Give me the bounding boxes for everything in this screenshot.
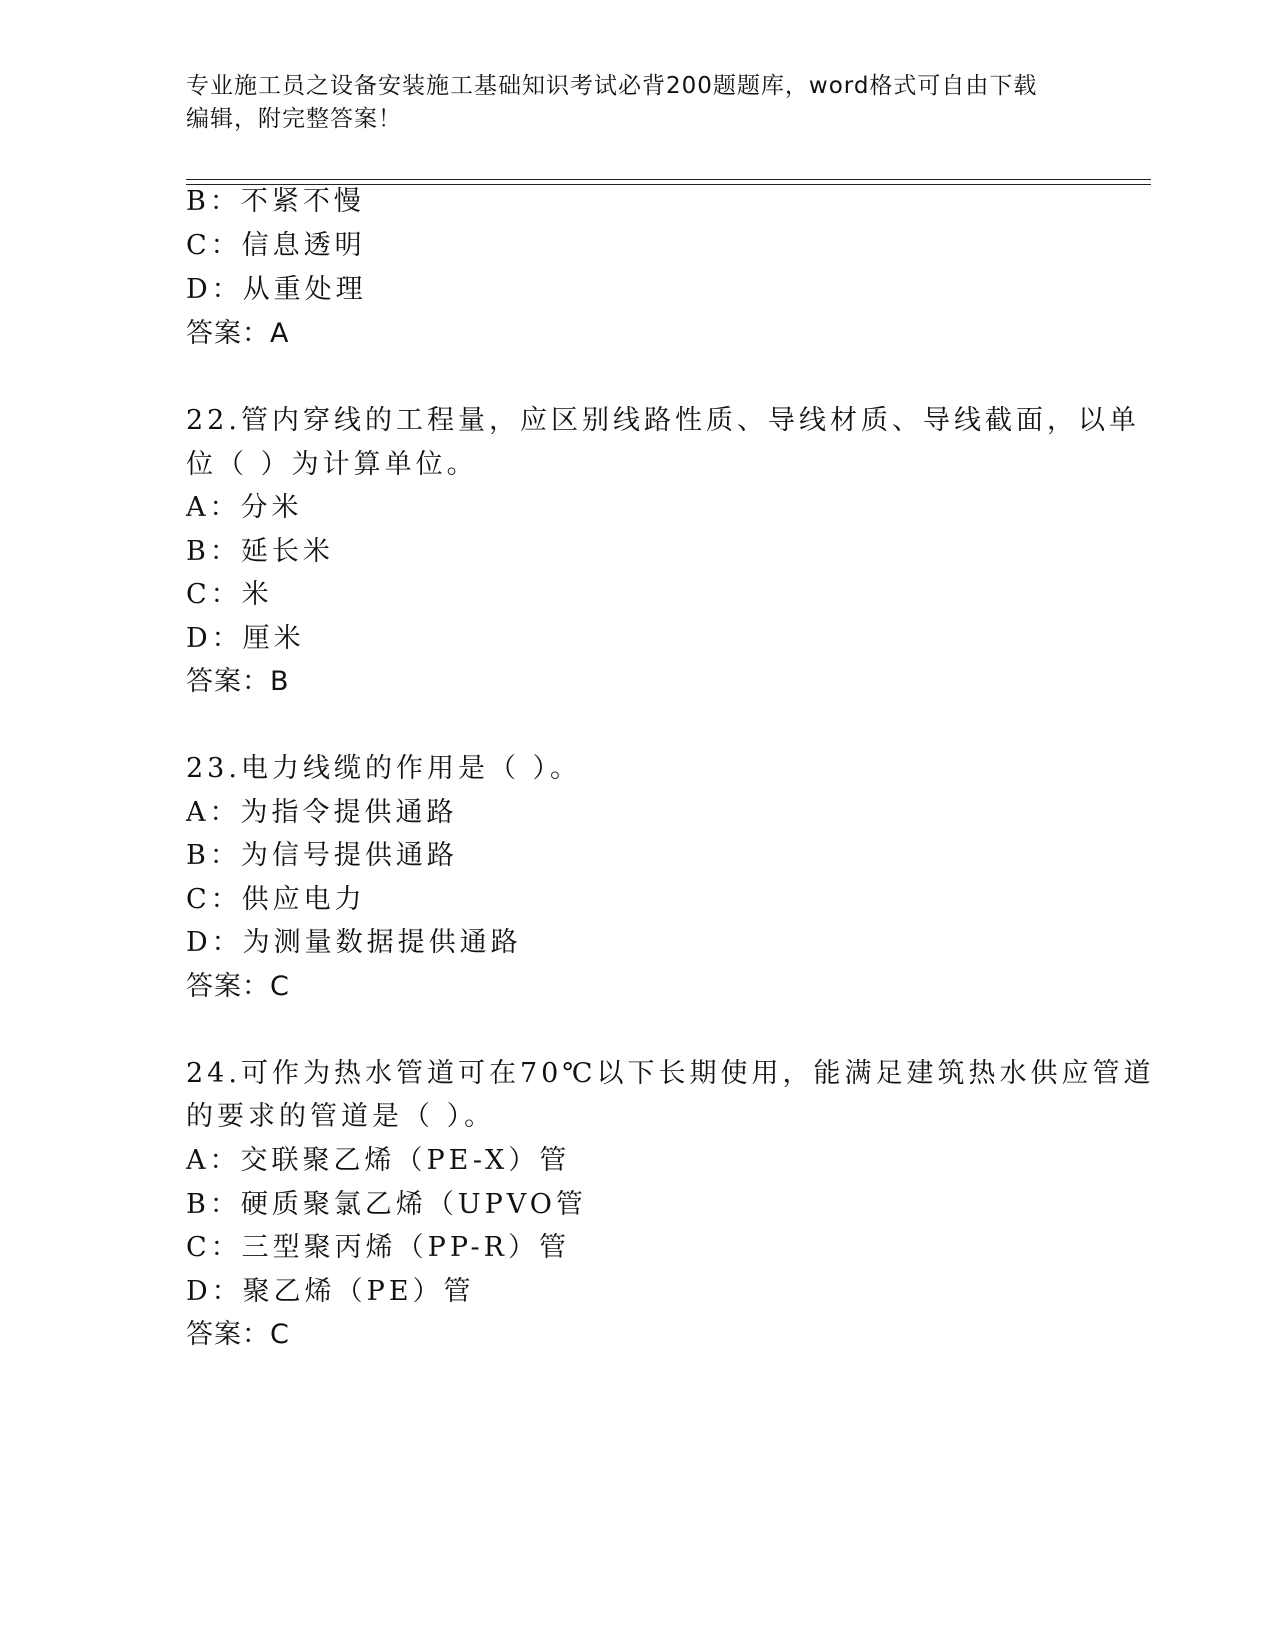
- prev-option-c: C：信息透明: [186, 230, 366, 261]
- q22-option-d: D：厘米: [186, 623, 305, 654]
- prev-option-b: B：不紧不慢: [186, 186, 365, 217]
- q24-answer: 答案：C: [186, 1319, 290, 1350]
- q23-stem-line-1: 23.电力线缆的作用是（ ）。: [186, 753, 582, 784]
- q24-option-a: A：交联聚乙烯（PE-X）管: [186, 1145, 571, 1176]
- q23-option-d: D：为测量数据提供通路: [186, 927, 522, 958]
- q24-option-c: C：三型聚丙烯（PP-R）管: [186, 1232, 570, 1263]
- q24-stem-line-2: 的要求的管道是（ ）。: [186, 1101, 496, 1132]
- q23-answer: 答案：C: [186, 971, 290, 1002]
- q24-stem-line-1: 24.可作为热水管道可在70℃以下长期使用，能满足建筑热水供应管道: [186, 1058, 1155, 1089]
- q23-option-a: A：为指令提供通路: [186, 797, 458, 828]
- q23-option-b: B：为信号提供通路: [186, 840, 458, 871]
- header-line-2: 编辑，附完整答案！: [186, 106, 402, 132]
- q22-answer: 答案：B: [186, 666, 290, 697]
- q24-option-b: B：硬质聚氯乙烯（UPVO管: [186, 1189, 587, 1220]
- prev-answer: 答案：A: [186, 318, 290, 349]
- header-divider-top: [186, 179, 1151, 180]
- q22-stem-line-2: 位（ ）为计算单位。: [186, 449, 478, 480]
- q22-option-b: B：延长米: [186, 536, 334, 567]
- prev-option-d: D：从重处理: [186, 274, 367, 305]
- header-line-1: 专业施工员之设备安装施工基础知识考试必背200题题库，word格式可自由下载: [186, 73, 1038, 99]
- q24-option-d: D：聚乙烯（PE）管: [186, 1276, 475, 1307]
- q22-stem-line-1: 22.管内穿线的工程量，应区别线路性质、导线材质、导线截面，以单: [186, 405, 1140, 436]
- document-header: [186, 70, 1066, 136]
- q23-option-c: C：供应电力: [186, 884, 366, 915]
- q22-option-a: A：分米: [186, 492, 303, 523]
- q22-option-c: C：米: [186, 579, 273, 610]
